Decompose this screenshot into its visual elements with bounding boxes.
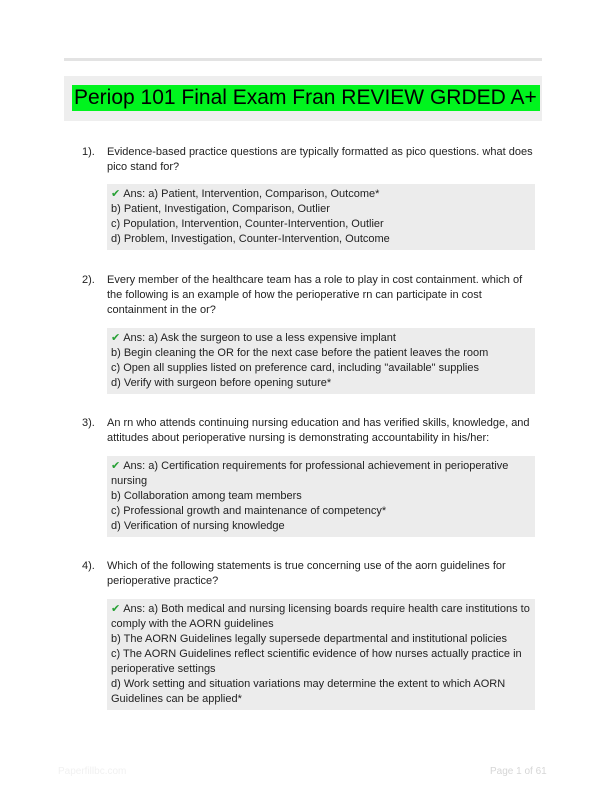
answer-option: d) Work setting and situation variations may determine the extent to which AORN Guidelines can be applied* xyxy=(111,678,506,705)
question-number: 2). xyxy=(82,274,95,286)
answer-option: c) Professional growth and maintenance of competency* xyxy=(111,505,387,517)
answer-option: d) Problem, Investigation, Counter-Intervention, Outcome xyxy=(111,233,390,245)
check-mark-icon: ✔ xyxy=(111,460,121,472)
answer-option: d) Verify with surgeon before opening suture* xyxy=(111,377,332,389)
question-text: An rn who attends continuing nursing education and has verified skills, knowledge, and attitudes about perioperative nursing is demonstrating accountability in his/her: xyxy=(107,417,530,444)
document-title: Periop 101 Final Exam Fran REVIEW GRDED A+ xyxy=(72,85,540,111)
answer-option: b) Patient, Investigation, Comparison, Outlier xyxy=(111,203,330,215)
correct-answer xyxy=(111,187,535,202)
answer-option: b) Begin cleaning the OR for the next case before the patient leaves the room xyxy=(111,347,489,359)
correct-answer-text: Ans: a) Certification requirements for professional achievement in perioperative nursing xyxy=(111,460,509,487)
answer-box xyxy=(107,599,535,710)
correct-answer xyxy=(111,459,535,489)
question-number: 3). xyxy=(82,417,95,429)
question-text: Every member of the healthcare team has a role to play in cost containment. which of the following is an example of how the perioperative rn can participate in cost containment in the or? xyxy=(107,274,523,316)
question-number: 4). xyxy=(82,560,95,572)
answer-option: c) Population, Intervention, Counter-Intervention, Outlier xyxy=(111,218,384,230)
check-mark-icon: ✔ xyxy=(111,188,121,200)
question-text: Evidence-based practice questions are typically formatted as pico questions. what does pico stand for? xyxy=(107,146,533,173)
correct-answer-text: Ans: a) Both medical and nursing licensing boards require health care institutions to comply with the AORN guidelines xyxy=(111,603,530,630)
footer-watermark: Paperfillbc.com xyxy=(58,766,127,777)
title-banner xyxy=(64,76,542,121)
answer-option: c) Open all supplies listed on preference card, including "available" supplies xyxy=(111,362,479,374)
correct-answer xyxy=(111,602,535,632)
correct-answer xyxy=(111,331,535,346)
answer-option: c) The AORN Guidelines reflect scientific evidence of how nurses actually practice in perioperative settings xyxy=(111,648,522,675)
answer-box xyxy=(107,328,535,394)
answer-box xyxy=(107,184,535,250)
answer-option: b) The AORN Guidelines legally supersede departmental and institutional policies xyxy=(111,633,508,645)
question-number: 1). xyxy=(82,146,95,158)
page-number: Page 1 of 61 xyxy=(490,766,547,777)
answer-option: b) Collaboration among team members xyxy=(111,490,302,502)
check-mark-icon: ✔ xyxy=(111,603,121,615)
top-divider xyxy=(64,58,542,61)
answer-box xyxy=(107,456,535,537)
correct-answer-text: Ans: a) Ask the surgeon to use a less expensive implant xyxy=(123,332,396,344)
correct-answer-text: Ans: a) Patient, Intervention, Comparison, Outcome* xyxy=(123,188,380,200)
answer-option: d) Verification of nursing knowledge xyxy=(111,520,285,532)
check-mark-icon: ✔ xyxy=(111,332,121,344)
question-text: Which of the following statements is true concerning use of the aorn guidelines for perioperative practice? xyxy=(107,560,506,587)
